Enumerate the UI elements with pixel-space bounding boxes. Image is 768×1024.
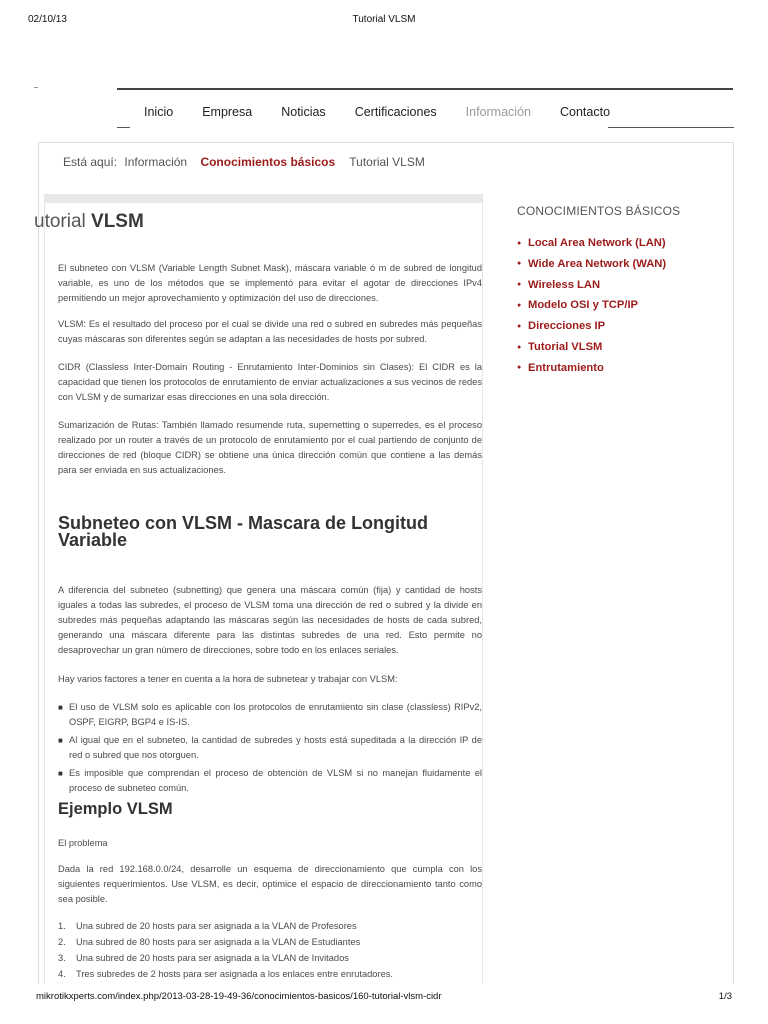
- nav-item-certificaciones[interactable]: Certificaciones: [354, 105, 437, 119]
- nav-item-empresa[interactable]: Empresa: [202, 105, 253, 119]
- sidebar-item-osi[interactable]: [517, 299, 666, 320]
- list-item: [58, 700, 482, 730]
- sidebar-links: [517, 237, 666, 383]
- nav-top-divider: [117, 88, 733, 90]
- bullet-icon: ●: [517, 322, 522, 330]
- section-paragraph: A diferencia del subneteo (subnetting) que genera una máscara común (fija) y cantidad de hosts iguales a todas las subredes, el proceso de VLSM toma una dirección de red o subred y la divide en subredes más pequeñas adaptando las máscaras según las necesidades de hosts de cada subred, generando una máscara diferente para las distintas subredes de una red. Esto permite no desaprovechar un gran número de direcciones, sobre todo en los enlaces seriales.: [58, 585, 482, 655]
- list-item: [58, 934, 482, 950]
- sidebar-link-label[interactable]: Entrutamiento: [528, 361, 604, 374]
- sidebar-item-wan[interactable]: [517, 258, 666, 279]
- problem-text: Dada la red 192.168.0.0/24, desarrolle un esquema de direccionamiento que cumpla con los siguientes requerimientos. Use VLSM, es decir, optimice el espacio de direccionamiento tanto como sea posible.: [58, 864, 482, 904]
- nav-bottom-divider-left: [117, 127, 130, 128]
- sidebar-item-ip[interactable]: [517, 320, 666, 341]
- breadcrumb: [63, 155, 425, 169]
- sidebar-link-label[interactable]: Direcciones IP: [528, 320, 606, 333]
- nav-item-noticias[interactable]: Noticias: [281, 105, 326, 119]
- problem-label: El problema: [58, 838, 108, 848]
- cidr-definition-paragraph: CIDR (Classless Inter-Domain Routing - Enrutamiento Inter-Dominios sin Clases): El CIDR es la capacidad que tienen los protocolos de enrutamiento de enviar actualizaciones a sus vecinos de redes con VLSM y de sumarizar esas direcciones en una sola dirección.: [58, 362, 482, 402]
- list-item-text: Una subred de 20 hosts para ser asignada a la VLAN de Profesores: [76, 921, 357, 931]
- breadcrumb-item-informacion[interactable]: Información: [124, 155, 188, 169]
- list-item-text: Es imposible que comprendan el proceso de obtención de VLSM si no manejan fluidamente el proceso de subneteo común.: [69, 768, 482, 793]
- sidebar-link-label[interactable]: Modelo OSI y TCP/IP: [528, 299, 639, 312]
- main-nav: [144, 105, 639, 119]
- breadcrumb-prefix: Está aquí:: [63, 155, 118, 169]
- list-item-number: 1.: [58, 921, 66, 931]
- print-page-number: 1/3: [718, 991, 732, 1002]
- list-item-text: Al igual que en el subneteo, la cantidad de subredes y hosts está supeditada a la dirección IP de red o subred que nos otorguen.: [69, 735, 482, 760]
- sidebar-link-label[interactable]: Wide Area Network (WAN): [528, 257, 667, 270]
- bullet-icon: ●: [517, 281, 522, 289]
- nav-item-inicio[interactable]: Inicio: [144, 105, 174, 119]
- article-title-light: utorial: [34, 211, 92, 232]
- list-item: [58, 950, 482, 966]
- sidebar-item-routing[interactable]: [517, 362, 666, 383]
- nav-item-contacto[interactable]: Contacto: [559, 105, 611, 119]
- breadcrumb-item-current: Tutorial VLSM: [349, 155, 425, 169]
- print-url: mikrotikxperts.com/index.php/2013-03-28-19-49-36/conocimientos-basicos/160-tutorial-vlsm-cidr: [36, 991, 442, 1002]
- list-item: [58, 766, 482, 796]
- factors-intro: Hay varios factores a tener en cuenta a la hora de subnetear y trabajar con VLSM:: [58, 674, 398, 684]
- nav-item-informacion[interactable]: Información: [465, 105, 531, 119]
- article-right-border: [482, 194, 483, 984]
- article-left-border: [44, 194, 45, 984]
- list-item-number: 2.: [58, 937, 66, 947]
- sidebar-link-label[interactable]: Wireless LAN: [528, 278, 601, 291]
- bullet-icon: ■: [58, 736, 63, 745]
- article-top-bar: [44, 194, 483, 203]
- sidebar-item-lan[interactable]: [517, 237, 666, 258]
- bullet-icon: ■: [58, 769, 63, 778]
- sidebar-title: CONOCIMIENTOS BÁSICOS: [517, 204, 681, 218]
- sidebar-link-label[interactable]: Local Area Network (LAN): [528, 237, 666, 249]
- factors-list: [58, 700, 482, 799]
- list-item-number: 3.: [58, 953, 66, 963]
- article-title: [34, 211, 144, 233]
- list-item-number: 4.: [58, 969, 66, 979]
- nav-left-mark: [34, 87, 38, 88]
- breadcrumb-item-conocimientos[interactable]: Conocimientos básicos: [200, 155, 336, 169]
- list-item: [58, 918, 482, 934]
- bullet-icon: ●: [517, 301, 522, 309]
- list-item-text: Tres subredes de 2 hosts para ser asignada a los enlaces entre enrutadores.: [76, 969, 393, 979]
- bullet-icon: ●: [517, 343, 522, 351]
- intro-paragraph: El subneteo con VLSM (Variable Length Subnet Mask), máscara variable ó m de subred de longitud variable, es uno de los métodos que se implementó para evitar el agotar de direcciones IPv4 permitiendo un mejor aprovechamiento y optimización del uso de direcciones.: [58, 263, 482, 303]
- nav-bottom-divider-right: [608, 127, 734, 128]
- bullet-icon: ●: [517, 260, 522, 268]
- bullet-icon: ●: [517, 364, 522, 372]
- vlsm-definition-paragraph: VLSM: Es el resultado del proceso por el cual se divide una red o subred en subredes más pequeñas cuyas máscaras son diferentes según se adaptan a las necesidades de hosts por subred.: [58, 319, 482, 344]
- bullet-icon: ●: [517, 239, 522, 247]
- article-title-bold: VLSM: [91, 211, 144, 232]
- sidebar-item-vlsm[interactable]: [517, 341, 666, 362]
- summarization-paragraph: Sumarización de Rutas: También llamado resumende ruta, supernetting o superredes, es el proceso realizado por un router a través de un protocolo de enrutamiento por el cual partiendo de conjunto de direcciones de red (bloque CIDR) se obtiene una única dirección común que contiene a las demás para ser enviada en sus actualizaciones.: [58, 420, 482, 475]
- list-item: [58, 733, 482, 763]
- sidebar-item-wireless[interactable]: [517, 279, 666, 300]
- list-item-text: El uso de VLSM solo es aplicable con los protocolos de enrutamiento sin clase (classless) RIPv2, OSPF, EIGRP, BGP4 e IS-IS.: [69, 702, 482, 727]
- list-item-text: Una subred de 20 hosts para ser asignada a la VLAN de Invitados: [76, 953, 349, 963]
- print-date: 02/10/13: [28, 14, 67, 25]
- sidebar-link-label[interactable]: Tutorial VLSM: [528, 340, 603, 353]
- list-item: [58, 966, 482, 982]
- example-heading: Ejemplo VLSM: [58, 800, 173, 818]
- section-heading: Subneteo con VLSM - Mascara de Longitud Variable: [58, 513, 429, 550]
- requirements-list: [58, 918, 482, 982]
- bullet-icon: ■: [58, 703, 63, 712]
- list-item-text: Una subred de 80 hosts para ser asignada a la VLAN de Estudiantes: [76, 937, 361, 947]
- print-title: Tutorial VLSM: [352, 14, 416, 25]
